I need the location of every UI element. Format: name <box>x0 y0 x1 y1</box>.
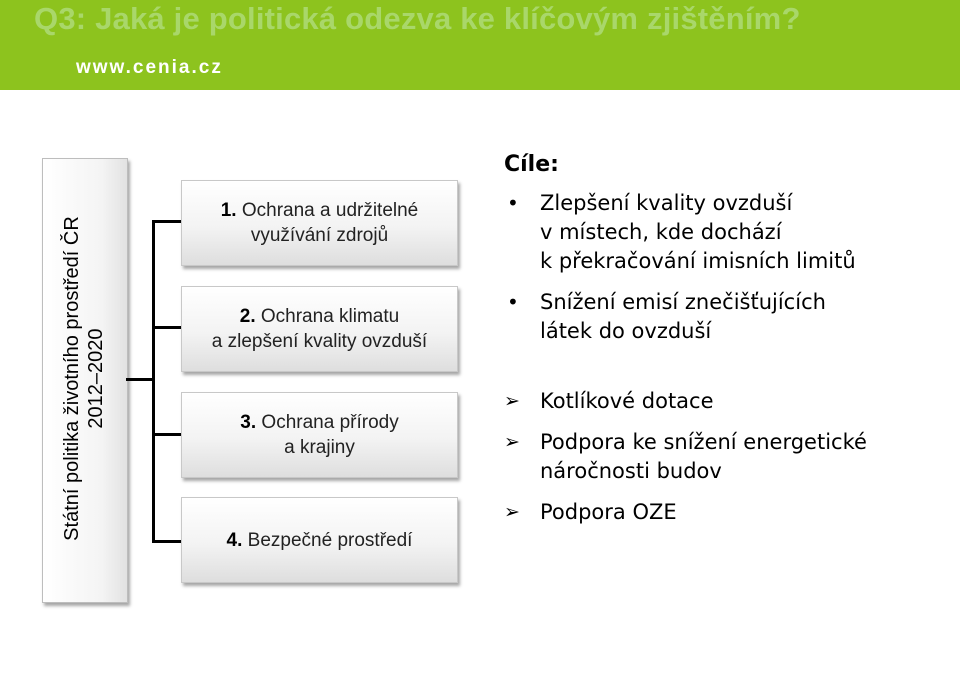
goal-text: k překračování imisních limitů <box>540 249 856 273</box>
arrow-bullet-icon: ➢ <box>504 501 520 523</box>
website-url: www.cenia.cz <box>76 57 223 78</box>
policy-name: Státní politika životního prostředí ČR <box>61 216 83 541</box>
priority-number: 1. <box>220 200 237 221</box>
connector-stub <box>126 378 154 381</box>
priority-line <box>240 304 399 329</box>
priority-text: využívání zdrojů <box>250 225 389 246</box>
priority-box-1 <box>181 180 458 266</box>
goal-text: Zlepšení kvality ovzduší <box>540 191 793 215</box>
measure-item <box>504 428 954 486</box>
priority-number: 3. <box>240 412 257 433</box>
goal-item <box>504 288 954 346</box>
priority-number: 4. <box>226 529 243 551</box>
goal-text: Snížení emisí znečišťujících <box>540 290 826 314</box>
measure-text: náročnosti budov <box>540 459 722 483</box>
goals-panel <box>504 152 954 527</box>
goal-text: v místech, kde dochází <box>540 220 782 244</box>
measure-item <box>504 387 954 416</box>
priority-text: a zlepšení kvality ovzduší <box>211 331 428 352</box>
goal-text: látek do ovzduší <box>540 319 712 343</box>
arrow-bullet-icon: ➢ <box>504 431 520 453</box>
priority-text: Ochrana a udržitelné <box>236 200 419 221</box>
priority-box-3 <box>181 392 458 478</box>
connector-branch-1 <box>152 220 181 223</box>
connector-branch-3 <box>152 433 181 436</box>
priority-text: a krajiny <box>284 437 355 458</box>
measure-text: Podpora OZE <box>540 500 677 524</box>
priority-box-2 <box>181 286 458 372</box>
priority-number: 2. <box>239 306 256 327</box>
slide-title: Q3: Jaká je politická odezva ke klíčovým zjištěním? <box>34 1 801 36</box>
measure-text: Podpora ke snížení energetické <box>540 430 867 454</box>
priority-box-4 <box>181 497 458 583</box>
priority-line <box>240 410 398 435</box>
connector-trunk <box>152 220 155 542</box>
connector-branch-2 <box>152 326 181 329</box>
bullet-dot-icon: • <box>507 191 519 215</box>
arrow-bullet-icon: ➢ <box>504 390 520 412</box>
priority-line <box>227 528 413 553</box>
bullet-dot-icon: • <box>507 290 519 314</box>
measure-text: Kotlíkové dotace <box>540 389 714 413</box>
goals-title: Cíle: <box>504 152 559 177</box>
goal-item <box>504 189 954 276</box>
priority-text: Bezpečné prostředí <box>242 529 413 551</box>
priority-text: Ochrana přírody <box>256 412 399 433</box>
policy-label <box>42 157 126 600</box>
measure-item <box>504 498 954 527</box>
priority-line <box>221 198 419 223</box>
connector-branch-4 <box>152 540 181 543</box>
header-band <box>0 0 960 90</box>
priority-text: Ochrana klimatu <box>255 306 400 327</box>
policy-period: 2012–2020 <box>85 328 107 429</box>
